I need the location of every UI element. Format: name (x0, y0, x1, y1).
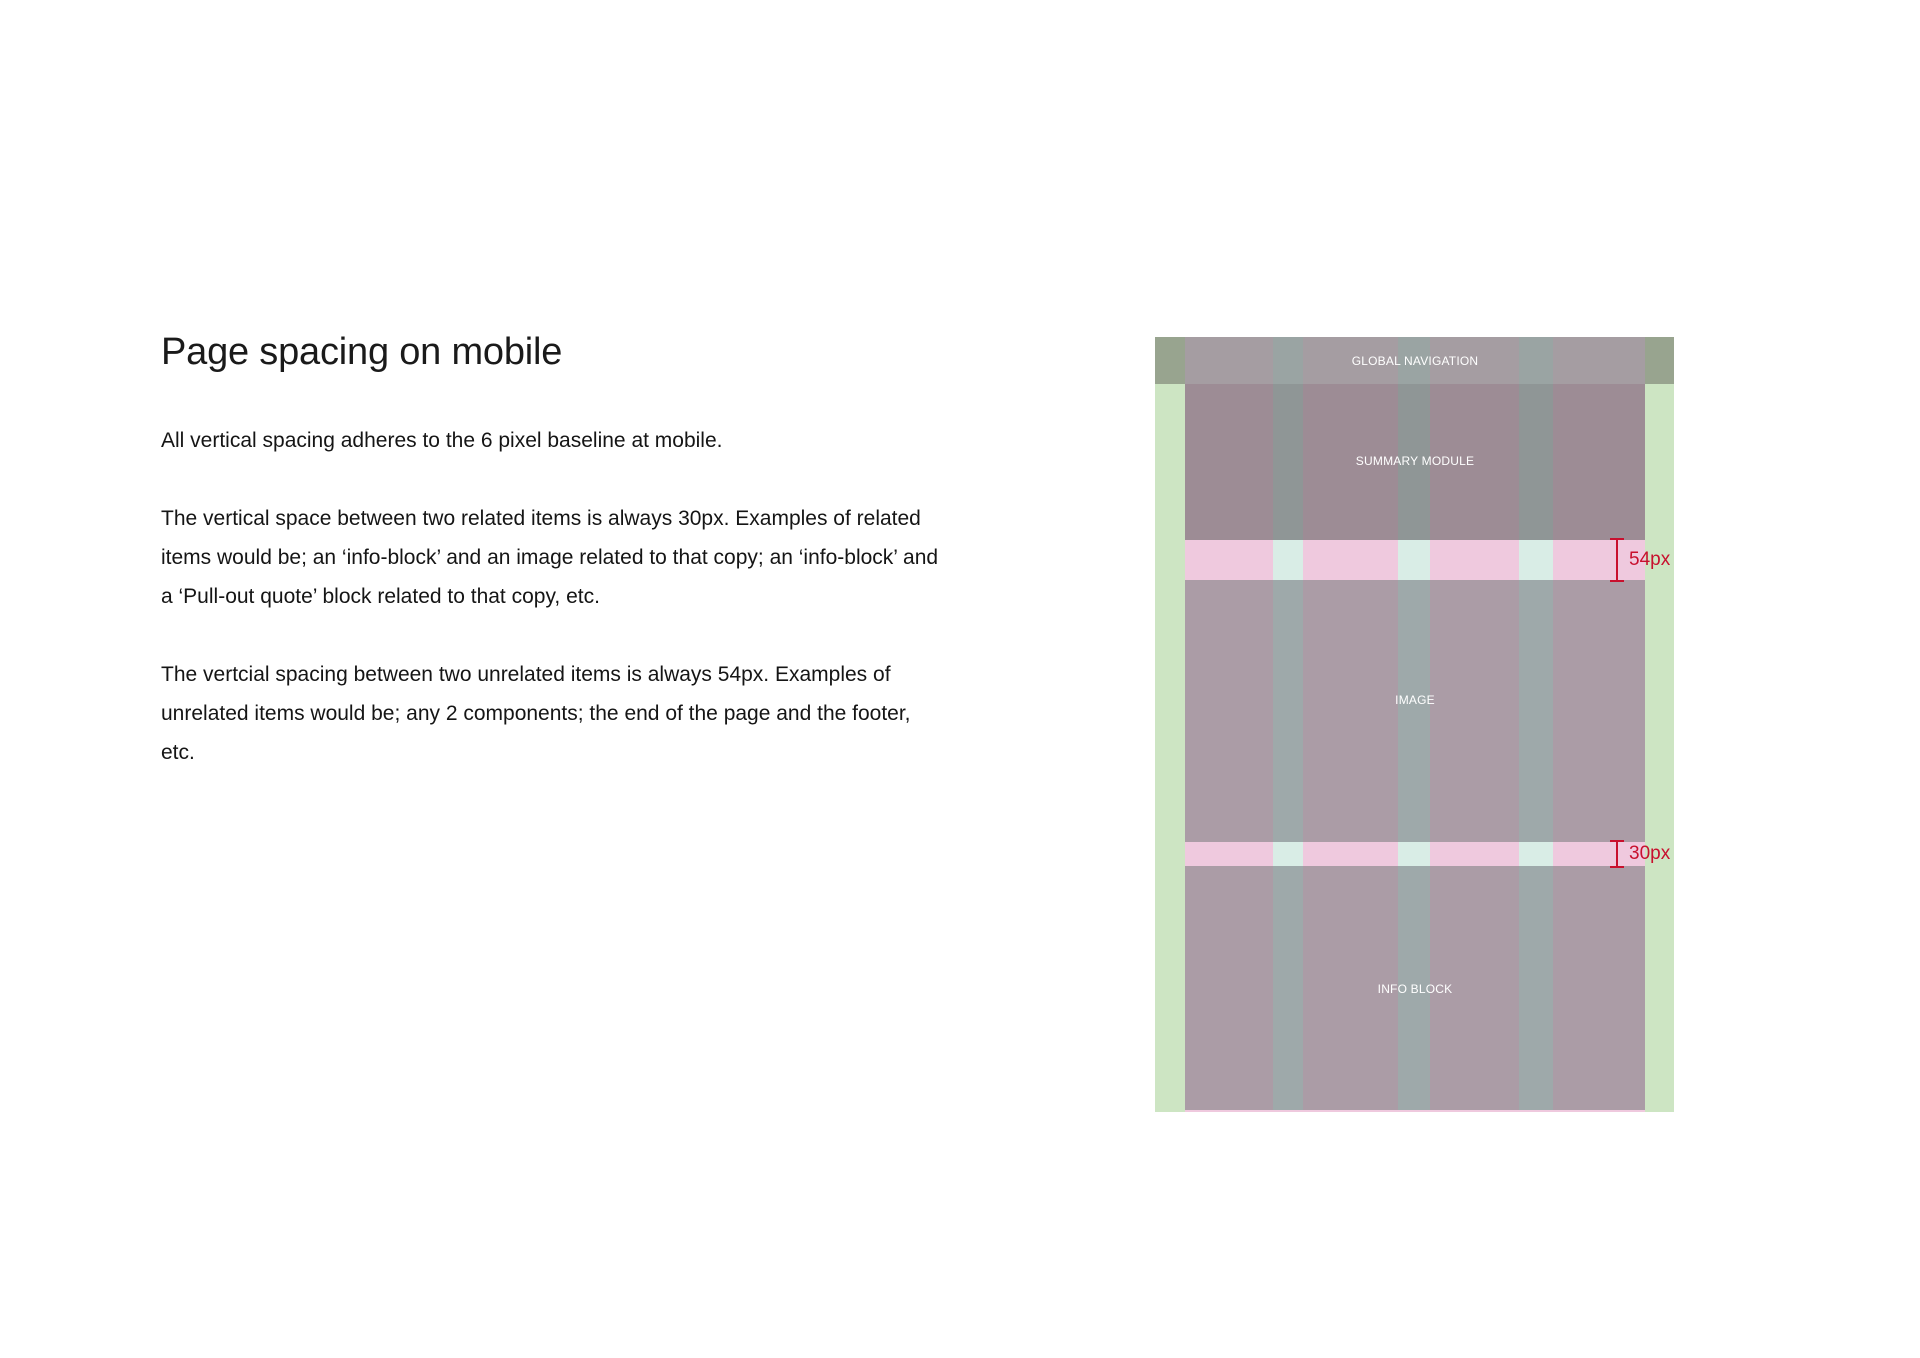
unrelated-band-gutter-3 (1519, 540, 1553, 580)
unrelated-spacing-value: 54px (1629, 549, 1671, 570)
nav-right-margin (1645, 337, 1674, 384)
mobile-spacing-diagram (1155, 337, 1674, 1112)
baseline-paragraph: All vertical spacing adheres to the 6 pixel baseline at mobile. (161, 429, 723, 452)
nav-left-margin (1155, 337, 1185, 384)
right-margin (1645, 337, 1674, 1112)
text-column (161, 326, 961, 764)
related-spacing-marker (1610, 840, 1624, 868)
unrelated-band-gutter-2 (1398, 540, 1430, 580)
summary-module-label: SUMMARY MODULE (1355, 454, 1475, 468)
related-spacing-paragraph: The vertical space between two related items is always 30px. Examples of related items would be; an ‘info-block’ and an image related to that copy; an ‘info-block’ and a ‘Pull-out quote’ block related to that copy, etc. (161, 507, 939, 608)
unrelated-spacing-marker (1610, 538, 1624, 582)
related-band-gutter-2 (1398, 842, 1430, 866)
info-block-label: INFO BLOCK (1377, 982, 1453, 996)
unrelated-band-gutter-1 (1273, 540, 1303, 580)
related-spacing-value: 30px (1629, 843, 1671, 864)
left-margin (1155, 337, 1185, 1112)
global-navigation-label: GLOBAL NAVIGATION (1351, 354, 1479, 368)
page-title: Page spacing on mobile (161, 331, 563, 373)
related-band-gutter-1 (1273, 842, 1303, 866)
image-label: IMAGE (1395, 693, 1435, 707)
unrelated-spacing-paragraph: The vertcial spacing between two unrelated items is always 54px. Examples of unrelated items would be; any 2 components; the end of the page and the footer, etc. (161, 663, 911, 764)
related-band-gutter-3 (1519, 842, 1553, 866)
bottom-spacing-trim (1185, 1110, 1645, 1112)
